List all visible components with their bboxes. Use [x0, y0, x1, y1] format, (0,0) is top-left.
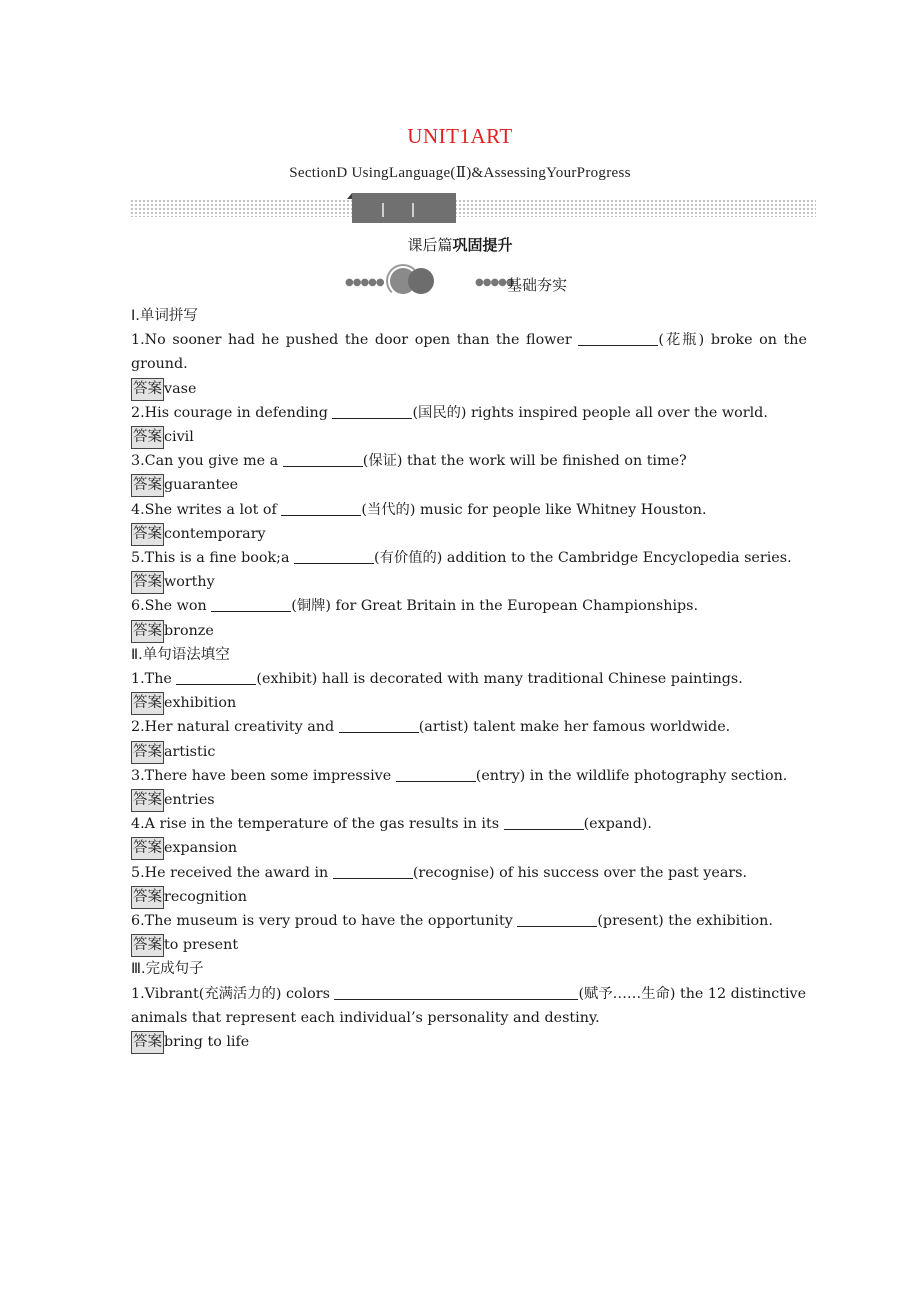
- answer-row: [131, 619, 807, 643]
- dotted-band: [130, 199, 816, 217]
- question-number: 4.: [131, 816, 145, 833]
- question-text: He received the award in: [144, 864, 333, 881]
- answer-tag: 答案: [131, 378, 164, 401]
- part-heading-2: Ⅱ.单句语法填空: [131, 646, 230, 663]
- section-subtitle: SectionD UsingLanguage(Ⅱ)&AssessingYourProgress: [289, 165, 631, 181]
- dots-left-icon: ●●●●●: [345, 277, 384, 288]
- question-number: 2.: [131, 719, 145, 736]
- answer-tag: 答案: [131, 474, 164, 497]
- question-item: [131, 667, 807, 691]
- answer-row: [131, 691, 807, 715]
- banner-tab: [352, 193, 456, 223]
- question-item: [131, 982, 807, 1030]
- question-text: No sooner had he pushed the door open than the flower: [144, 332, 579, 349]
- question-item: [131, 401, 807, 425]
- answer-text: civil: [164, 429, 194, 445]
- question-number: 5.: [131, 864, 145, 881]
- answer-text: recognition: [164, 888, 247, 905]
- question-text: (artist) talent make her famous worldwide.: [418, 719, 731, 736]
- question-text: (exhibit) hall is decorated with many traditional Chinese paintings.: [256, 670, 743, 687]
- question-number: 1.: [131, 985, 145, 1002]
- question-item: [131, 715, 807, 739]
- question-text: (保证) that the work will be finished on time?: [362, 453, 687, 470]
- answer-row: [131, 836, 807, 860]
- answer-blank[interactable]: [396, 766, 476, 782]
- question-item: [131, 764, 807, 788]
- question-item: [131, 546, 807, 570]
- answer-row: [131, 473, 807, 497]
- question-text: (铜牌) for Great Britain in the European Championships.: [291, 598, 699, 615]
- answer-tag: 答案: [131, 934, 164, 957]
- part-heading-3: Ⅲ.完成句子: [131, 961, 204, 978]
- tab-bar-icon: [412, 203, 414, 217]
- answer-row: [131, 377, 807, 401]
- answer-row: [131, 1030, 807, 1054]
- question-item: [131, 498, 807, 522]
- question-number: 2.: [131, 404, 145, 421]
- answer-row: [131, 885, 807, 909]
- answer-blank[interactable]: [504, 814, 584, 830]
- question-item: [131, 328, 807, 376]
- question-item: [131, 861, 807, 885]
- question-text: A rise in the temperature of the gas results in its: [144, 816, 504, 833]
- answer-tag: 答案: [131, 741, 164, 764]
- question-text: (当代的) music for people like Whitney Houston.: [361, 501, 707, 518]
- answer-row: [131, 570, 807, 594]
- decorative-banner: [130, 193, 816, 223]
- question-text: (present) the exhibition.: [597, 912, 773, 929]
- answer-blank[interactable]: [578, 330, 658, 346]
- answer-text: contemporary: [164, 525, 266, 542]
- question-text: (expand).: [583, 816, 652, 833]
- answer-tag: 答案: [131, 692, 164, 715]
- question-text: (recognise) of his success over the past years.: [412, 864, 748, 881]
- answer-row: [131, 425, 807, 449]
- question-number: 1.: [131, 670, 145, 687]
- question-text: (有价值的) addition to the Cambridge Encyclopedia series.: [374, 549, 792, 566]
- question-text: (花瓶) broke on the ground.: [131, 332, 807, 373]
- question-text: Vibrant(充满活力的) colors: [144, 985, 335, 1002]
- answer-tag: 答案: [131, 789, 164, 812]
- answer-tag: 答案: [131, 523, 164, 546]
- answer-blank[interactable]: [211, 596, 291, 612]
- question-item: [131, 449, 807, 473]
- tab-bar-icon: [382, 203, 384, 217]
- section-heading-plain: 课后篇: [407, 236, 453, 254]
- question-item: [131, 594, 807, 618]
- answer-row: [131, 933, 807, 957]
- answer-row: [131, 740, 807, 764]
- answer-tag: 答案: [131, 1031, 164, 1054]
- answer-tag: 答案: [131, 837, 164, 860]
- question-number: 3.: [131, 453, 145, 470]
- question-text: There have been some impressive: [144, 767, 396, 784]
- question-text: This is a fine book;a: [144, 549, 295, 566]
- answer-text: bronze: [164, 622, 214, 639]
- answer-text: exhibition: [164, 695, 237, 712]
- part-heading-1: Ⅰ.单词拼写: [131, 308, 198, 324]
- answer-blank[interactable]: [517, 911, 597, 927]
- section-heading: [0, 234, 920, 255]
- answer-blank[interactable]: [332, 403, 412, 419]
- question-text: The museum is very proud to have the opportunity: [144, 912, 518, 929]
- answer-blank[interactable]: [281, 500, 361, 516]
- question-text: She writes a lot of: [144, 501, 282, 518]
- answer-text: worthy: [164, 574, 215, 591]
- question-item: [131, 812, 807, 836]
- question-number: 1.: [131, 332, 145, 349]
- answer-blank[interactable]: [339, 717, 419, 733]
- section-heading-bold: 巩固提升: [452, 236, 513, 254]
- question-number: 5.: [131, 549, 145, 566]
- question-text: (entry) in the wildlife photography section.: [475, 767, 788, 784]
- exercise-content: [131, 304, 807, 1054]
- circle-icon: [408, 268, 434, 294]
- answer-tag: 答案: [131, 886, 164, 909]
- question-text: The: [144, 670, 177, 687]
- answer-tag: 答案: [131, 620, 164, 643]
- answer-row: [131, 522, 807, 546]
- question-item: [131, 909, 807, 933]
- answer-text: to present: [164, 937, 239, 954]
- answer-tag: 答案: [131, 571, 164, 594]
- level-label: 基础夯实: [507, 276, 568, 294]
- answer-text: artistic: [164, 743, 216, 760]
- answer-blank[interactable]: [334, 984, 578, 1000]
- question-text: (赋予……生命) the 12 distinctive animals that represent each individual’s personality and destiny.: [131, 985, 807, 1026]
- answer-blank[interactable]: [294, 548, 374, 564]
- question-text: Her natural creativity and: [144, 719, 339, 736]
- document-title: UNIT1ART: [407, 124, 513, 148]
- question-text: (国民的) rights inspired people all over the world.: [412, 404, 768, 421]
- answer-tag: 答案: [131, 426, 164, 449]
- answer-text: expansion: [164, 840, 238, 857]
- answer-text: entries: [164, 791, 215, 808]
- question-text: His courage in defending: [144, 404, 333, 421]
- question-number: 6.: [131, 912, 145, 929]
- question-number: 3.: [131, 767, 145, 784]
- answer-blank[interactable]: [283, 451, 363, 467]
- dots-right-icon: ●●●●●: [475, 277, 514, 288]
- answer-text: bring to life: [164, 1033, 250, 1050]
- question-number: 6.: [131, 598, 145, 615]
- answer-text: guarantee: [164, 477, 239, 494]
- answer-blank[interactable]: [176, 669, 256, 685]
- question-number: 4.: [131, 501, 145, 518]
- answer-text: vase: [164, 380, 197, 397]
- answer-row: [131, 788, 807, 812]
- question-text: Can you give me a: [144, 453, 283, 470]
- answer-blank[interactable]: [333, 863, 413, 879]
- question-text: She won: [144, 598, 212, 615]
- level-heading: [345, 265, 605, 297]
